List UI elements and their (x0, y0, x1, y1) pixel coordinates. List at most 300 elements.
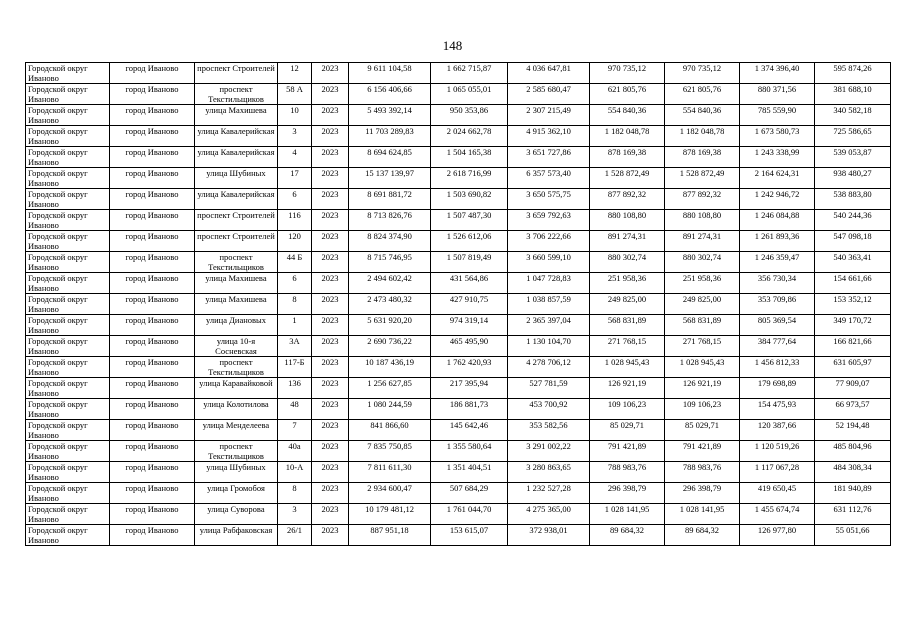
house-number-cell: 3А (278, 336, 312, 357)
street-cell: улица Суворова (195, 504, 278, 525)
street-cell: улица Рабфаковская (195, 525, 278, 546)
amount-cell: 251 958,36 (590, 273, 665, 294)
city-cell: город Иваново (110, 420, 195, 441)
house-number-cell: 7 (278, 420, 312, 441)
street-cell: улица Каравайковой (195, 378, 278, 399)
street-cell: улица Махишева (195, 105, 278, 126)
amount-cell: 1 182 048,78 (590, 126, 665, 147)
amount-cell: 431 564,86 (431, 273, 508, 294)
amount-cell: 372 938,01 (508, 525, 590, 546)
house-number-cell: 1 (278, 315, 312, 336)
table-row (26, 105, 891, 126)
amount-cell: 2 164 624,31 (740, 168, 815, 189)
city-cell: город Иваново (110, 294, 195, 315)
table-row (26, 189, 891, 210)
amount-cell: 1 246 359,47 (740, 252, 815, 273)
amount-cell: 296 398,79 (665, 483, 740, 504)
amount-cell: 1 662 715,87 (431, 63, 508, 84)
street-cell: улица Громобоя (195, 483, 278, 504)
amount-cell: 3 291 002,22 (508, 441, 590, 462)
amount-cell: 3 659 792,63 (508, 210, 590, 231)
amount-cell: 109 106,23 (665, 399, 740, 420)
amount-cell: 1 047 728,83 (508, 273, 590, 294)
amount-cell: 2 473 480,32 (349, 294, 431, 315)
amount-cell: 631 112,76 (815, 504, 891, 525)
amount-cell: 453 700,92 (508, 399, 590, 420)
amount-cell: 621 805,76 (665, 84, 740, 105)
amount-cell: 249 825,00 (590, 294, 665, 315)
amount-cell: 2 690 736,22 (349, 336, 431, 357)
amount-cell: 11 703 289,83 (349, 126, 431, 147)
table-row (26, 357, 891, 378)
amount-cell: 1 028 945,43 (590, 357, 665, 378)
amount-cell: 891 274,31 (665, 231, 740, 252)
amount-cell: 217 395,94 (431, 378, 508, 399)
municipality-cell: Городской округ Иваново (26, 105, 110, 126)
city-cell: город Иваново (110, 210, 195, 231)
city-cell: город Иваново (110, 63, 195, 84)
city-cell: город Иваново (110, 189, 195, 210)
amount-cell: 791 421,89 (665, 441, 740, 462)
amount-cell: 55 051,66 (815, 525, 891, 546)
amount-cell: 6 357 573,40 (508, 168, 590, 189)
amount-cell: 1 762 420,93 (431, 357, 508, 378)
house-number-cell: 48 (278, 399, 312, 420)
table-row (26, 483, 891, 504)
year-cell: 2023 (312, 336, 349, 357)
city-cell: город Иваново (110, 84, 195, 105)
amount-cell: 2 024 662,78 (431, 126, 508, 147)
amount-cell: 1 182 048,78 (665, 126, 740, 147)
amount-cell: 154 475,93 (740, 399, 815, 420)
table-row (26, 315, 891, 336)
amount-cell: 841 866,60 (349, 420, 431, 441)
amount-cell: 6 156 406,66 (349, 84, 431, 105)
amount-cell: 1 038 857,59 (508, 294, 590, 315)
amount-cell: 547 098,18 (815, 231, 891, 252)
amount-cell: 5 493 392,14 (349, 105, 431, 126)
street-cell: проспект Текстильщиков (195, 84, 278, 105)
amount-cell: 120 387,66 (740, 420, 815, 441)
amount-cell: 785 559,90 (740, 105, 815, 126)
amount-cell: 891 274,31 (590, 231, 665, 252)
city-cell: город Иваново (110, 336, 195, 357)
municipality-cell: Городской округ Иваново (26, 252, 110, 273)
amount-cell: 5 631 920,20 (349, 315, 431, 336)
house-number-cell: 40а (278, 441, 312, 462)
year-cell: 2023 (312, 231, 349, 252)
amount-cell: 974 319,14 (431, 315, 508, 336)
year-cell: 2023 (312, 378, 349, 399)
street-cell: улица 10-я Сосневская (195, 336, 278, 357)
amount-cell: 1 507 487,30 (431, 210, 508, 231)
municipality-cell: Городской округ Иваново (26, 189, 110, 210)
amount-cell: 1 117 067,28 (740, 462, 815, 483)
house-number-cell: 136 (278, 378, 312, 399)
year-cell: 2023 (312, 294, 349, 315)
table-row (26, 168, 891, 189)
table-row (26, 252, 891, 273)
amount-cell: 788 983,76 (665, 462, 740, 483)
amount-cell: 2 307 215,49 (508, 105, 590, 126)
street-cell: улица Махишева (195, 294, 278, 315)
year-cell: 2023 (312, 210, 349, 231)
table-row (26, 147, 891, 168)
table-row (26, 462, 891, 483)
municipality-cell: Городской округ Иваново (26, 441, 110, 462)
table-row (26, 525, 891, 546)
amount-cell: 427 910,75 (431, 294, 508, 315)
amount-cell: 1 503 690,82 (431, 189, 508, 210)
house-number-cell: 10 (278, 105, 312, 126)
amount-cell: 1 507 819,49 (431, 252, 508, 273)
amount-cell: 1 528 872,49 (590, 168, 665, 189)
amount-cell: 950 353,86 (431, 105, 508, 126)
amount-cell: 877 892,32 (590, 189, 665, 210)
amount-cell: 296 398,79 (590, 483, 665, 504)
amount-cell: 85 029,71 (590, 420, 665, 441)
amount-cell: 126 921,19 (590, 378, 665, 399)
amount-cell: 880 371,56 (740, 84, 815, 105)
amount-cell: 880 108,80 (590, 210, 665, 231)
house-number-cell: 117-Б (278, 357, 312, 378)
amount-cell: 419 650,45 (740, 483, 815, 504)
amount-cell: 1 243 338,99 (740, 147, 815, 168)
year-cell: 2023 (312, 504, 349, 525)
amount-cell: 66 973,57 (815, 399, 891, 420)
municipality-cell: Городской округ Иваново (26, 483, 110, 504)
street-cell: улица Кавалерийская (195, 126, 278, 147)
house-number-cell: 26/1 (278, 525, 312, 546)
municipality-cell: Городской округ Иваново (26, 462, 110, 483)
year-cell: 2023 (312, 105, 349, 126)
amount-cell: 2 365 397,04 (508, 315, 590, 336)
year-cell: 2023 (312, 420, 349, 441)
amount-cell: 725 586,65 (815, 126, 891, 147)
amount-cell: 484 308,34 (815, 462, 891, 483)
amount-cell: 179 698,89 (740, 378, 815, 399)
amount-cell: 3 660 599,10 (508, 252, 590, 273)
city-cell: город Иваново (110, 273, 195, 294)
city-cell: город Иваново (110, 483, 195, 504)
street-cell: улица Менделеева (195, 420, 278, 441)
house-number-cell: 6 (278, 189, 312, 210)
house-number-cell: 58 А (278, 84, 312, 105)
municipality-cell: Городской округ Иваново (26, 378, 110, 399)
amount-cell: 1 504 165,38 (431, 147, 508, 168)
year-cell: 2023 (312, 63, 349, 84)
city-cell: город Иваново (110, 315, 195, 336)
year-cell: 2023 (312, 273, 349, 294)
amount-cell: 85 029,71 (665, 420, 740, 441)
amount-cell: 1 528 872,49 (665, 168, 740, 189)
year-cell: 2023 (312, 168, 349, 189)
amount-cell: 877 892,32 (665, 189, 740, 210)
amount-cell: 568 831,89 (590, 315, 665, 336)
amount-cell: 880 108,80 (665, 210, 740, 231)
house-number-cell: 3 (278, 504, 312, 525)
year-cell: 2023 (312, 462, 349, 483)
amount-cell: 154 661,66 (815, 273, 891, 294)
amount-cell: 880 302,74 (590, 252, 665, 273)
city-cell: город Иваново (110, 378, 195, 399)
street-cell: улица Кавалерийская (195, 147, 278, 168)
amount-cell: 887 951,18 (349, 525, 431, 546)
house-number-cell: 12 (278, 63, 312, 84)
amount-cell: 7 835 750,85 (349, 441, 431, 462)
amount-cell: 356 730,34 (740, 273, 815, 294)
street-cell: улица Махишева (195, 273, 278, 294)
amount-cell: 465 495,90 (431, 336, 508, 357)
amount-cell: 880 302,74 (665, 252, 740, 273)
table-row (26, 273, 891, 294)
amount-cell: 353 709,86 (740, 294, 815, 315)
amount-cell: 4 036 647,81 (508, 63, 590, 84)
amount-cell: 3 650 575,75 (508, 189, 590, 210)
city-cell: город Иваново (110, 525, 195, 546)
amount-cell: 1 065 055,01 (431, 84, 508, 105)
amount-cell: 878 169,38 (665, 147, 740, 168)
amount-cell: 1 456 812,33 (740, 357, 815, 378)
table-row (26, 84, 891, 105)
amount-cell: 1 080 244,59 (349, 399, 431, 420)
amount-cell: 153 615,07 (431, 525, 508, 546)
amount-cell: 166 821,66 (815, 336, 891, 357)
municipality-cell: Городской округ Иваново (26, 336, 110, 357)
amount-cell: 7 811 611,30 (349, 462, 431, 483)
house-number-cell: 120 (278, 231, 312, 252)
amount-cell: 540 363,41 (815, 252, 891, 273)
city-cell: город Иваново (110, 462, 195, 483)
amount-cell: 507 684,29 (431, 483, 508, 504)
amount-cell: 485 804,96 (815, 441, 891, 462)
amount-cell: 788 983,76 (590, 462, 665, 483)
house-number-cell: 10-А (278, 462, 312, 483)
amount-cell: 1 261 893,36 (740, 231, 815, 252)
municipality-cell: Городской округ Иваново (26, 147, 110, 168)
amount-cell: 181 940,89 (815, 483, 891, 504)
amount-cell: 349 170,72 (815, 315, 891, 336)
amount-cell: 271 768,15 (665, 336, 740, 357)
data-table (25, 62, 891, 546)
table-row (26, 420, 891, 441)
amount-cell: 4 278 706,12 (508, 357, 590, 378)
table-row (26, 504, 891, 525)
amount-cell: 3 280 863,65 (508, 462, 590, 483)
year-cell: 2023 (312, 441, 349, 462)
year-cell: 2023 (312, 483, 349, 504)
amount-cell: 8 715 746,95 (349, 252, 431, 273)
amount-cell: 1 120 519,26 (740, 441, 815, 462)
table-row (26, 126, 891, 147)
city-cell: город Иваново (110, 399, 195, 420)
amount-cell: 251 958,36 (665, 273, 740, 294)
page-number: 148 (442, 38, 463, 53)
city-cell: город Иваново (110, 147, 195, 168)
amount-cell: 4 275 365,00 (508, 504, 590, 525)
amount-cell: 384 777,64 (740, 336, 815, 357)
amount-cell: 568 831,89 (665, 315, 740, 336)
amount-cell: 1 673 580,73 (740, 126, 815, 147)
amount-cell: 126 921,19 (665, 378, 740, 399)
table-row (26, 294, 891, 315)
amount-cell: 805 369,54 (740, 315, 815, 336)
municipality-cell: Городской округ Иваново (26, 315, 110, 336)
house-number-cell: 44 Б (278, 252, 312, 273)
amount-cell: 381 688,10 (815, 84, 891, 105)
amount-cell: 1 028 141,95 (665, 504, 740, 525)
year-cell: 2023 (312, 189, 349, 210)
amount-cell: 970 735,12 (665, 63, 740, 84)
table-body (26, 63, 891, 546)
amount-cell: 353 582,56 (508, 420, 590, 441)
city-cell: город Иваново (110, 168, 195, 189)
street-cell: улица Диановых (195, 315, 278, 336)
year-cell: 2023 (312, 525, 349, 546)
amount-cell: 2 618 716,99 (431, 168, 508, 189)
amount-cell: 2 934 600,47 (349, 483, 431, 504)
house-number-cell: 3 (278, 126, 312, 147)
table-row (26, 210, 891, 231)
amount-cell: 89 684,32 (590, 525, 665, 546)
amount-cell: 527 781,59 (508, 378, 590, 399)
amount-cell: 52 194,48 (815, 420, 891, 441)
amount-cell: 631 605,97 (815, 357, 891, 378)
street-cell: проспект Текстильщиков (195, 441, 278, 462)
amount-cell: 2 585 680,47 (508, 84, 590, 105)
amount-cell: 1 028 141,95 (590, 504, 665, 525)
year-cell: 2023 (312, 357, 349, 378)
amount-cell: 8 713 826,76 (349, 210, 431, 231)
amount-cell: 1 256 627,85 (349, 378, 431, 399)
amount-cell: 8 694 624,85 (349, 147, 431, 168)
city-cell: город Иваново (110, 252, 195, 273)
street-cell: улица Шубиных (195, 168, 278, 189)
house-number-cell: 6 (278, 273, 312, 294)
amount-cell: 595 874,26 (815, 63, 891, 84)
year-cell: 2023 (312, 399, 349, 420)
amount-cell: 554 840,36 (590, 105, 665, 126)
amount-cell: 1 028 945,43 (665, 357, 740, 378)
house-number-cell: 17 (278, 168, 312, 189)
municipality-cell: Городской округ Иваново (26, 399, 110, 420)
amount-cell: 10 179 481,12 (349, 504, 431, 525)
amount-cell: 8 691 881,72 (349, 189, 431, 210)
amount-cell: 938 480,27 (815, 168, 891, 189)
street-cell: улица Колотилова (195, 399, 278, 420)
amount-cell: 8 824 374,90 (349, 231, 431, 252)
amount-cell: 1 761 044,70 (431, 504, 508, 525)
amount-cell: 109 106,23 (590, 399, 665, 420)
amount-cell: 15 137 139,97 (349, 168, 431, 189)
year-cell: 2023 (312, 126, 349, 147)
city-cell: город Иваново (110, 357, 195, 378)
house-number-cell: 8 (278, 483, 312, 504)
table-row (26, 399, 891, 420)
street-cell: проспект Текстильщиков (195, 252, 278, 273)
amount-cell: 1 130 104,70 (508, 336, 590, 357)
street-cell: проспект Текстильщиков (195, 357, 278, 378)
municipality-cell: Городской округ Иваново (26, 126, 110, 147)
amount-cell: 1 455 674,74 (740, 504, 815, 525)
table-row (26, 231, 891, 252)
municipality-cell: Городской округ Иваново (26, 420, 110, 441)
municipality-cell: Городской округ Иваново (26, 63, 110, 84)
table-row (26, 336, 891, 357)
amount-cell: 1 351 404,51 (431, 462, 508, 483)
amount-cell: 3 651 727,86 (508, 147, 590, 168)
house-number-cell: 8 (278, 294, 312, 315)
street-cell: улица Кавалерийская (195, 189, 278, 210)
amount-cell: 791 421,89 (590, 441, 665, 462)
amount-cell: 1 374 396,40 (740, 63, 815, 84)
amount-cell: 2 494 602,42 (349, 273, 431, 294)
amount-cell: 340 582,18 (815, 105, 891, 126)
municipality-cell: Городской округ Иваново (26, 168, 110, 189)
amount-cell: 1 526 612,06 (431, 231, 508, 252)
municipality-cell: Городской округ Иваново (26, 273, 110, 294)
amount-cell: 970 735,12 (590, 63, 665, 84)
house-number-cell: 116 (278, 210, 312, 231)
amount-cell: 89 684,32 (665, 525, 740, 546)
amount-cell: 554 840,36 (665, 105, 740, 126)
municipality-cell: Городской округ Иваново (26, 84, 110, 105)
amount-cell: 539 053,87 (815, 147, 891, 168)
house-number-cell: 4 (278, 147, 312, 168)
amount-cell: 186 881,73 (431, 399, 508, 420)
city-cell: город Иваново (110, 231, 195, 252)
amount-cell: 1 242 946,72 (740, 189, 815, 210)
amount-cell: 249 825,00 (665, 294, 740, 315)
city-cell: город Иваново (110, 504, 195, 525)
street-cell: проспект Строителей (195, 210, 278, 231)
amount-cell: 4 915 362,10 (508, 126, 590, 147)
street-cell: проспект Строителей (195, 231, 278, 252)
municipality-cell: Городской округ Иваново (26, 231, 110, 252)
amount-cell: 538 883,80 (815, 189, 891, 210)
street-cell: проспект Строителей (195, 63, 278, 84)
amount-cell: 126 977,80 (740, 525, 815, 546)
amount-cell: 621 805,76 (590, 84, 665, 105)
municipality-cell: Городской округ Иваново (26, 525, 110, 546)
amount-cell: 77 909,07 (815, 378, 891, 399)
amount-cell: 1 355 580,64 (431, 441, 508, 462)
municipality-cell: Городской округ Иваново (26, 210, 110, 231)
amount-cell: 271 768,15 (590, 336, 665, 357)
table-row (26, 441, 891, 462)
city-cell: город Иваново (110, 105, 195, 126)
amount-cell: 1 232 527,28 (508, 483, 590, 504)
street-cell: улица Шубиных (195, 462, 278, 483)
year-cell: 2023 (312, 252, 349, 273)
year-cell: 2023 (312, 315, 349, 336)
amount-cell: 3 706 222,66 (508, 231, 590, 252)
city-cell: город Иваново (110, 126, 195, 147)
amount-cell: 540 244,36 (815, 210, 891, 231)
amount-cell: 878 169,38 (590, 147, 665, 168)
amount-cell: 9 611 104,58 (349, 63, 431, 84)
amount-cell: 145 642,46 (431, 420, 508, 441)
city-cell: город Иваново (110, 441, 195, 462)
amount-cell: 10 187 436,19 (349, 357, 431, 378)
municipality-cell: Городской округ Иваново (26, 294, 110, 315)
table-row (26, 63, 891, 84)
table-row (26, 378, 891, 399)
year-cell: 2023 (312, 84, 349, 105)
municipality-cell: Городской округ Иваново (26, 357, 110, 378)
year-cell: 2023 (312, 147, 349, 168)
municipality-cell: Городской округ Иваново (26, 504, 110, 525)
